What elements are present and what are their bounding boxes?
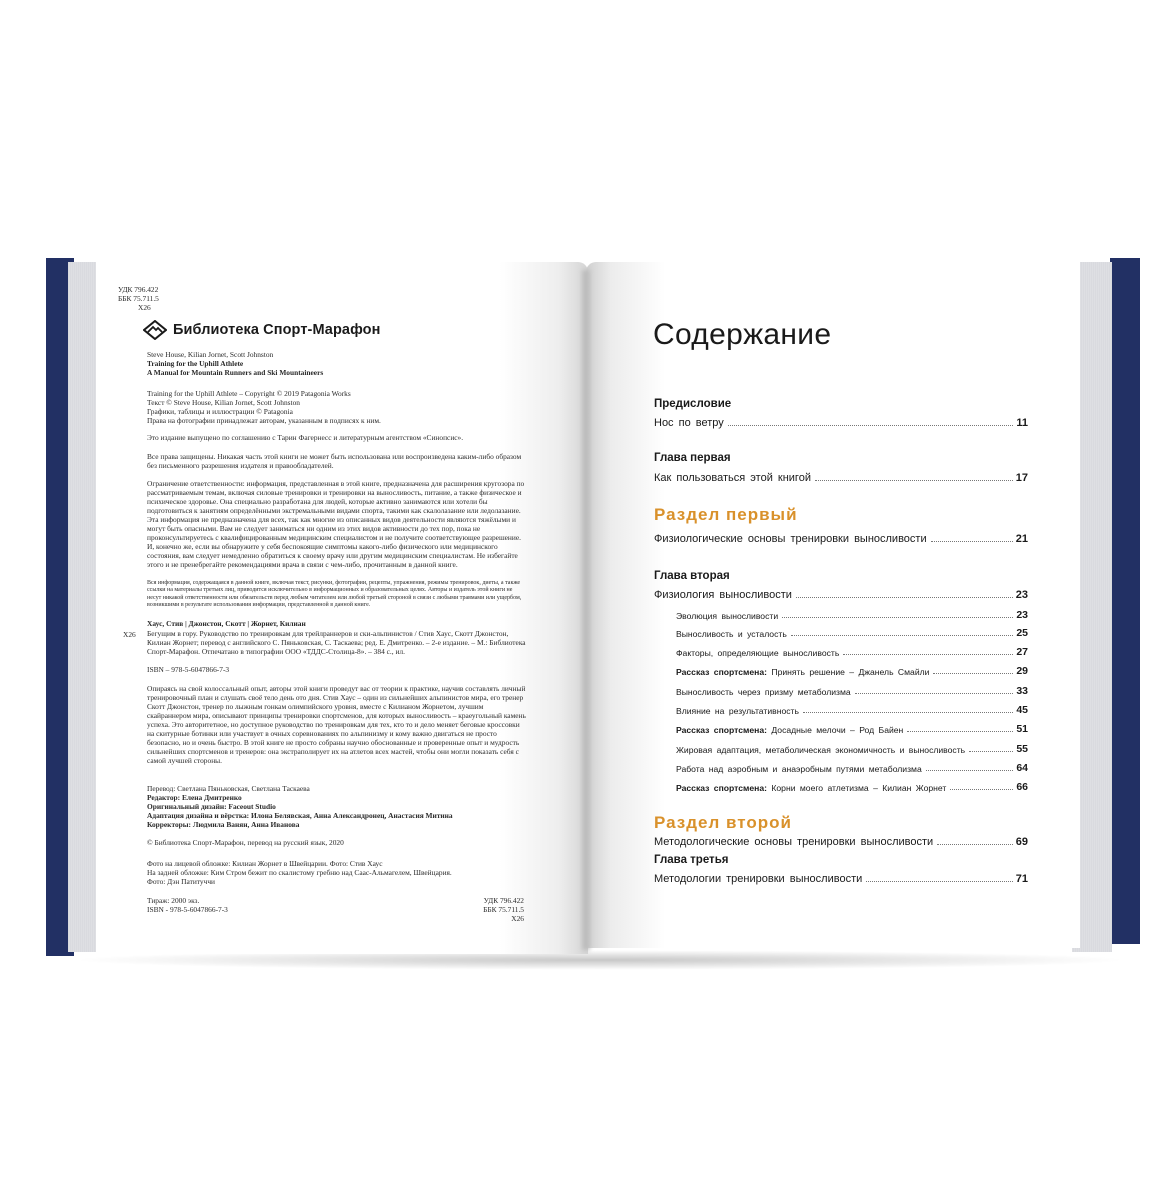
rights-line: Training for the Uphill Athlete – Copyright © 2019 Patagonia Works <box>147 389 351 398</box>
toc-entry-label <box>654 417 724 429</box>
toc-chapter-heading: Предисловие <box>654 398 732 410</box>
toc-leader-dots <box>843 654 1013 655</box>
russian-copyright: © Библиотека Спорт-Марафон, перевод на русский язык, 2020 <box>147 838 344 847</box>
toc-entry-text: Досадные мелочи – Род Байен <box>771 725 904 735</box>
toc-page-number: 21 <box>1015 533 1028 545</box>
agency-line <box>147 433 527 442</box>
toc-entry-prefix: Рассказ спортсмена: <box>676 783 772 793</box>
toc-entry <box>654 533 1028 545</box>
book-spine-gutter <box>582 270 590 950</box>
toc-leader-dots <box>796 597 1013 598</box>
toc-page-number: 51 <box>1016 723 1028 735</box>
toc-entry-text: Корни моего атлетизма – Килиан Жорнет <box>771 783 947 793</box>
toc-entry <box>654 836 1028 848</box>
toc-entry-text: Методологические основы тренировки выносливости <box>654 836 934 848</box>
credit-line: Оригинальный дизайн: Faceout Studio <box>147 802 276 811</box>
toc-leader-dots <box>907 731 1013 732</box>
toc-section-heading: Раздел второй <box>654 813 792 832</box>
toc-subentry <box>676 781 1028 793</box>
print-run: Тираж: 2000 экз. <box>147 896 200 905</box>
publisher-logo <box>143 320 381 340</box>
toc-page-number: 69 <box>1015 836 1028 848</box>
udc-line: УДК 796.422 <box>483 896 524 905</box>
credit-line: Адаптация дизайна и вёрстка: Илона Белявская, Анна Александронец, Анастасия Митина <box>147 811 453 820</box>
toc-entry-label <box>676 629 787 639</box>
toc-subentry <box>676 665 1028 677</box>
credits-block <box>147 784 527 829</box>
toc-page-number: 23 <box>1015 589 1028 601</box>
toc-entry-label <box>676 745 965 755</box>
author-mark-line: Х26 <box>511 914 524 923</box>
photo-credits <box>147 859 527 886</box>
toc-entry-label <box>676 611 778 621</box>
isbn-line: ISBN – 978-5-6047866-7-3 <box>147 665 230 674</box>
original-title-block <box>147 350 527 377</box>
toc-entry-label <box>676 764 922 774</box>
toc-entry-label <box>676 783 946 793</box>
toc-entry <box>654 873 1028 885</box>
print-run-block <box>147 896 228 914</box>
toc-subentry <box>676 646 1028 658</box>
toc-page-number: 71 <box>1015 873 1028 885</box>
photo-credit-line: Фото на лицевой обложке: Килиан Жорнет в Швейцарии. Фото: Стив Хаус <box>147 859 383 868</box>
toc-subentry <box>676 627 1028 639</box>
back-cover-right <box>1110 258 1140 944</box>
credit-line: Корректоры: Людмила Ванян, Анна Иванова <box>147 820 300 829</box>
toc-leader-dots <box>950 789 1013 790</box>
toc-entry-label <box>676 725 903 735</box>
toc-subentry <box>676 704 1028 716</box>
toc-page-number: 64 <box>1016 762 1028 774</box>
rights-line: Права на фотографии принадлежат авторам, указанным в подписях к ним. <box>147 416 381 425</box>
toc-leader-dots <box>803 712 1013 713</box>
toc-entry-text: Физиологические основы тренировки выносливости <box>654 533 927 545</box>
bbk-line: ББК 75.711.5 <box>118 294 159 303</box>
all-rights-paragraph: Все права защищены. Никакая часть этой книги не может быть использована или воспроизведена каким-либо образом без письменного разрешения издателя и правообладателей. <box>147 452 522 470</box>
credit-line: Перевод: Светлана Пяньковская, Светлана Таскаева <box>147 784 310 793</box>
toc-page-number: 66 <box>1016 781 1028 793</box>
toc-entry-label <box>676 648 839 658</box>
toc-leader-dots <box>866 881 1012 882</box>
credit-line: Редактор: Елена Дмитренко <box>147 793 242 802</box>
toc-entry-text: Нос по ветру <box>654 417 724 429</box>
photo-credit-line: На задней обложке: Ким Стром бежит по скалистому гребню над Саас-Альмагелем, Швейцария. <box>147 868 452 877</box>
page-title: Содержание <box>653 318 832 351</box>
biblio-description: Бегущим в гору. Руководство по тренировкам для трейлраннеров и ски-альпинистов / Стив Хаус, Скотт Джонстон, Килиан Жорнет; перевод с английского С. Пяньковская, С. Таскаева; ред. Е. Дмитренко. – 2-е издание. – М.: Библиотека Спорт-Марафон. Отпечатано в типографии ООО «ТДДС-Столица-8». – 384 с., ил. <box>147 629 526 656</box>
toc-leader-dots <box>926 770 1014 771</box>
bbk-line: ББК 75.711.5 <box>483 905 524 914</box>
toc-section-heading: Раздел первый <box>654 505 798 524</box>
toc-page-number: 17 <box>1015 472 1028 484</box>
toc-page-number: 23 <box>1016 609 1028 621</box>
toc-leader-dots <box>937 844 1013 845</box>
toc-chapter-heading: Глава первая <box>654 452 731 464</box>
original-subtitle: A Manual for Mountain Runners and Ski Mountaineers <box>147 368 324 377</box>
toc-entry-label <box>676 667 929 677</box>
original-title: Training for the Uphill Athlete <box>147 359 244 368</box>
toc-entry-label <box>654 873 862 885</box>
toc-leader-dots <box>931 541 1013 542</box>
toc-entry-label <box>654 836 933 848</box>
annotation-paragraph: Опираясь на свой колоссальный опыт, авторы этой книги проведут вас от теории к практике, научив составлять личный тренировочный план и слушать своё тело день ото дня. Стив Хаус – один из сильнейших альпинистов мира, его тренер Скотт Джонстон, тренер по лыжным гонкам олимпийского уровня, вместе с Килианом Жорнетом, лучшим скайраннером мира, описывают принципы тренировки спортсменов, для которых выносливость – краеугольный камень успеха. Это авторитетное, но доступное руководство по тренировкам для тех, кто то и дело меняет беговые кроссовки на скитурные ботинки или участвует в очных соревнованиях по альпинизму и кому важно двигаться не просто безопасно, но и очень быстро. В этой книге не просто собраны научно обоснованные и проверенные опыт и мудрость сильнейших спортсменов и тренеров: она экстраполирует их на атлетов всех мастей, чтобы они могли показать себя с самой лучшей стороны. <box>147 684 526 765</box>
author-mark-line: Х26 <box>138 303 151 312</box>
toc-entry-text: Методологии тренировки выносливости <box>654 873 863 885</box>
isbn-bottom: ISBN - 978-5-6047866-7-3 <box>147 905 228 914</box>
toc-page-number: 29 <box>1016 665 1028 677</box>
udc-bottom-block <box>466 896 524 923</box>
toc-chapter-heading: Глава вторая <box>654 570 730 582</box>
toc-entry-prefix: Рассказ спортсмена: <box>676 725 772 735</box>
toc-leader-dots <box>791 635 1014 636</box>
toc-page-number: 11 <box>1016 417 1028 429</box>
rights-line: Текст © Steve House, Kilian Jornet, Scott Johnston <box>147 398 300 407</box>
toc-entry-text: Эволюция выносливости <box>676 611 779 621</box>
toc-entry-text: Выносливость и усталость <box>676 629 787 639</box>
toc-entry <box>654 589 1028 601</box>
toc-entry-label <box>654 472 811 484</box>
toc-subentry <box>676 609 1028 621</box>
toc-entry-text: Как пользоваться этой книгой <box>654 472 811 484</box>
small-print-paragraph: Вся информация, содержащаяся в данной книге, включая текст, рисунки, фотографии, рецепты, упражнения, режимы тренировок, диеты, а также ссылки на материалы третьих лиц, приводится исключительно в информационных и образовательных целях. Авторы и издатель этой книги не несут никакой ответственности или обязательств перед любым читателем или любой третьей стороной в связи с любыми травмами или ущербом, возникшими в результате использования информации, представленной в данной книге. <box>147 580 522 608</box>
toc-entry-text: Жировая адаптация, метаболическая экономичность и выносливость <box>676 745 966 755</box>
toc-entry <box>654 472 1028 484</box>
toc-leader-dots <box>728 425 1014 426</box>
toc-entry-text: Физиология выносливости <box>654 589 792 601</box>
rights-line: Графики, таблицы и иллюстрации © Patagonia <box>147 407 293 416</box>
toc-entry-label <box>676 687 851 697</box>
toc-page-number: 45 <box>1016 704 1028 716</box>
toc-page-number: 55 <box>1016 743 1028 755</box>
toc-leader-dots <box>782 617 1013 618</box>
toc-entry-text: Влияние на результативность <box>676 706 799 716</box>
biblio-authors: Хаус, Стив | Джонстон, Скотт | Жорнет, Килиан <box>147 619 306 628</box>
toc-entry-text: Выносливость через призму метаболизма <box>676 687 851 697</box>
toc-entry-label <box>676 706 799 716</box>
toc-leader-dots <box>855 693 1014 694</box>
toc-leader-dots <box>933 673 1013 674</box>
udc-top-block <box>118 285 159 312</box>
rights-block <box>147 389 527 425</box>
toc-entry-prefix: Рассказ спортсмена: <box>676 667 772 677</box>
toc-leader-dots <box>815 480 1013 481</box>
disclaimer-paragraph: Ограничение ответственности: информация, представленная в этой книге, предназначена для расширения кругозора по рассматриваемым темам, включая силовые тренировки и тренировки на выносливость, питание, а также физическое и психическое здоровье. Она специально разработана для людей, которые активно занимаются или хотели бы подготовиться к занятиям определёнными экстремальными видами спорта, такими как скалолазание или ледолазание. Эта информация не предназначена для всех, так как многие из описанных видов деятельности являются тяжёлыми и могут быть опасными. Вам не следует заниматься ни одним из этих видов активности до тех пор, пока не проконсультируетесь с квалифицированным медицинским специалистом и не получите соответствующее разрешение. И, конечно же, если вы обнаружите у себя беспокоящие симптомы какого-либо физического или медицинского состояния, вам следует немедленно обратиться к своему врачу или другим медицинским специалистам. Не избегайте этого и не пренебрегайте рекомендациями врача в связи с чем-либо, прочитанным в данной книге. <box>147 479 525 569</box>
publisher-name: Библиотека Спорт-Марафон <box>173 322 381 338</box>
toc-subentry <box>676 743 1028 755</box>
photo-credit-line: Фото: Дэн Патитуччи <box>147 877 216 886</box>
mountain-logo-icon <box>143 320 167 340</box>
toc-entry-label <box>654 589 792 601</box>
toc-subentry <box>676 685 1028 697</box>
toc-page-number: 27 <box>1016 646 1028 658</box>
toc-entry-text: Принять решение – Джанель Смайли <box>771 667 930 677</box>
toc-entry <box>654 417 1028 429</box>
toc-subentry <box>676 723 1028 735</box>
author-mark-side: Х26 <box>123 630 136 639</box>
toc-chapter-heading: Глава третья <box>654 854 729 866</box>
toc-entry-text: Факторы, определяющие выносливость <box>676 648 840 658</box>
udc-line: УДК 796.422 <box>118 285 159 294</box>
toc-page-number: 25 <box>1016 627 1028 639</box>
toc-leader-dots <box>969 751 1013 752</box>
toc-subentry <box>676 762 1028 774</box>
toc-entry-text: Работа над аэробным и анаэробным путями метаболизма <box>676 764 922 774</box>
toc-entry-label <box>654 533 927 545</box>
agency-text: Это издание выпущено по соглашению с Тарин Фагернесс и литературным агентством «Синопсис». <box>147 433 464 442</box>
toc-page-number: 33 <box>1016 685 1028 697</box>
original-authors: Steve House, Kilian Jornet, Scott Johnston <box>147 350 274 359</box>
